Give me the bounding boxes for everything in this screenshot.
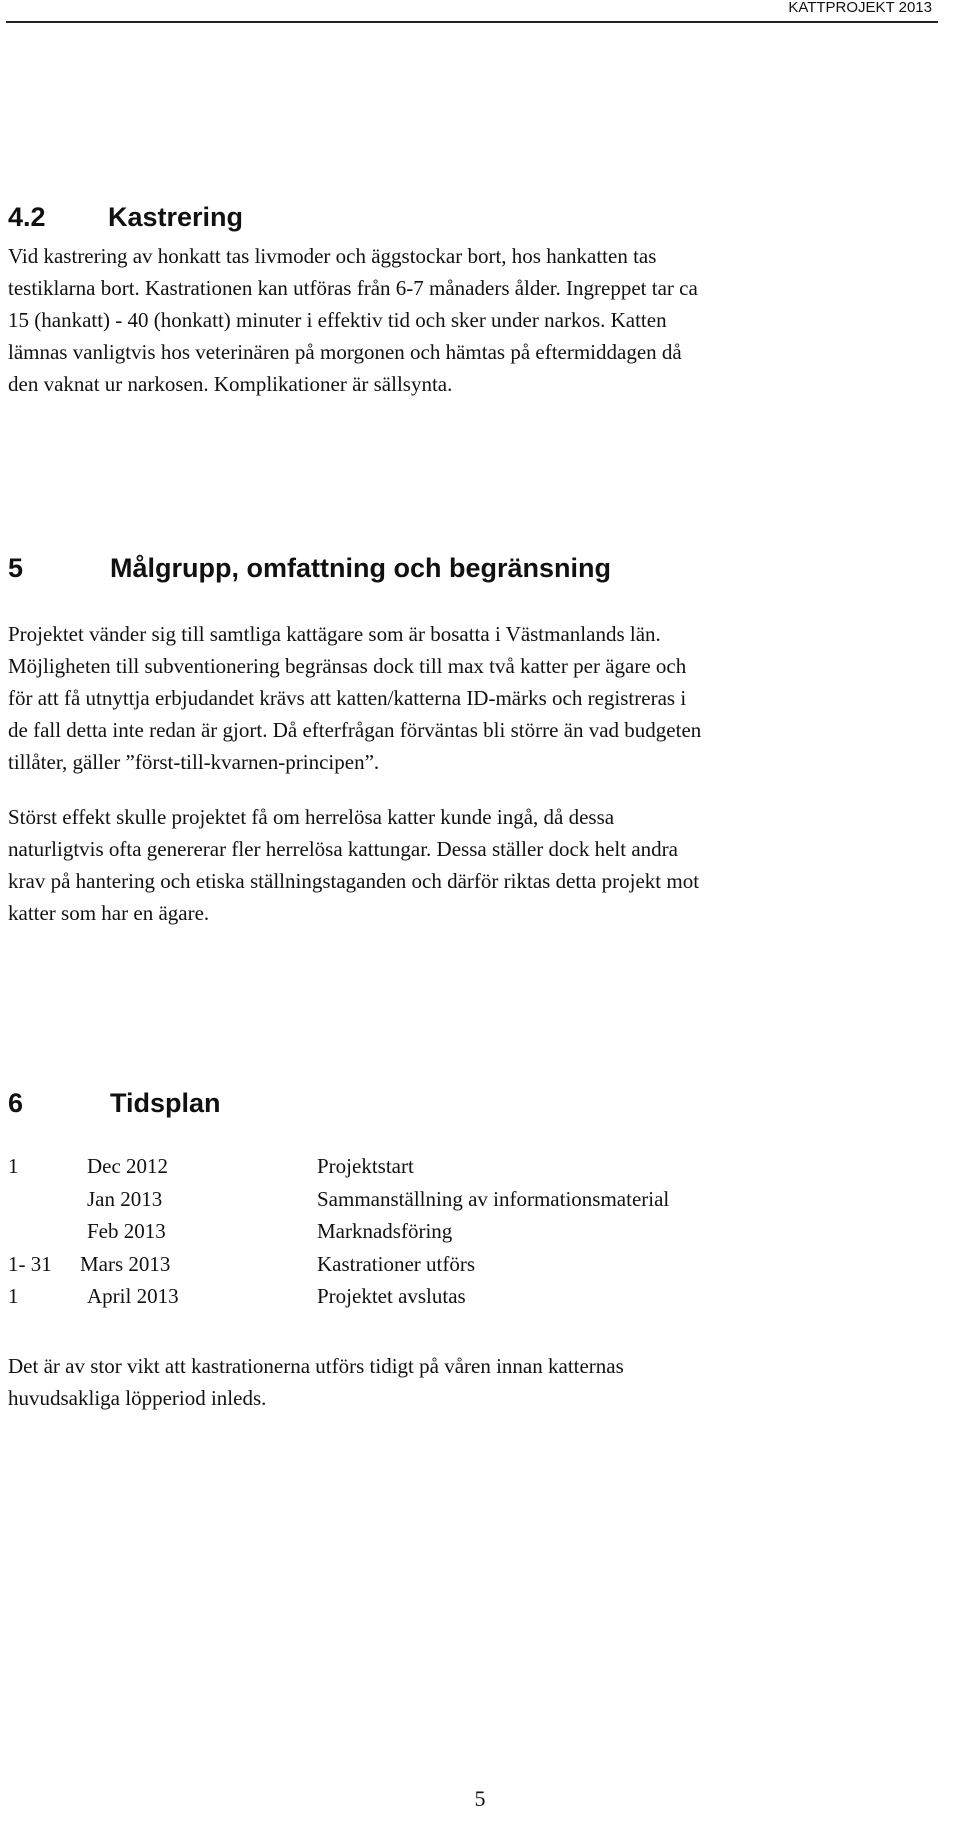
paragraph-tidsplan-note [8,1350,948,1414]
text-line: 15 (hankatt) - 40 (honkatt) minuter i effektiv tid och sker under narkos. Katten [8,308,667,332]
text-line: huvudsakliga löpperiod inleds. [8,1386,267,1410]
paragraph-malgrupp-2 [8,801,948,929]
schedule-day: 1 [8,1284,19,1308]
text-line: Projektet vänder sig till samtliga kattägare som är bosatta i Västmanlands län. [8,622,661,646]
schedule-row [8,1183,908,1216]
schedule-day: 1 [8,1154,19,1178]
schedule-date: Feb 2013 [87,1219,166,1243]
schedule-table [8,1150,908,1313]
schedule-activity: Projektstart [317,1154,414,1178]
text-line: katter som har en ägare. [8,901,210,925]
text-line: Vid kastrering av honkatt tas livmoder och äggstockar bort, hos hankatten tas [8,244,657,268]
text-line: lämnas vanligtvis hos veterinären på morgonen och hämtas på eftermiddagen då [8,340,682,364]
schedule-activity: Marknadsföring [317,1219,453,1243]
text-line: krav på hantering och etiska ställningstaganden och därför riktas detta projekt mot [8,869,700,893]
schedule-date: Mars 2013 [80,1251,171,1276]
heading-number: 6 [8,1088,24,1118]
schedule-day: 1- 31 [8,1251,52,1276]
running-header: KATTPROJEKT 2013 [788,0,932,16]
paragraph-kastrering [8,240,948,400]
text-line: Det är av stor vikt att kastrationerna utförs tidigt på våren innan katternas [8,1354,624,1378]
header-rule [6,21,938,23]
heading-malgrupp [8,552,611,584]
heading-title: Tidsplan [110,1088,221,1118]
schedule-activity: Kastrationer utförs [317,1251,476,1276]
heading-number: 4.2 [8,202,46,232]
schedule-date: Jan 2013 [87,1186,163,1211]
schedule-row [8,1215,908,1248]
text-line: naturligtvis ofta genererar fler herrelösa kattungar. Dessa ställer dock helt andra [8,837,678,861]
heading-tidsplan [8,1087,221,1119]
schedule-activity: Sammanställning av informationsmaterial [317,1186,670,1211]
schedule-activity: Projektet avslutas [317,1284,466,1308]
text-line: Möjligheten till subventionering begränsas dock till max två katter per ägare och [8,654,687,678]
heading-number: 5 [8,553,24,583]
schedule-row [8,1150,908,1183]
text-line: den vaknat ur narkosen. Komplikationer är sällsynta. [8,372,453,396]
text-line: för att få utnyttja erbjudandet krävs att katten/katterna ID-märks och registreras i [8,686,687,710]
heading-title: Målgrupp, omfattning och begränsning [110,553,611,583]
text-line: testiklarna bort. Kastrationen kan utföras från 6-7 månaders ålder. Ingreppet tar ca [8,276,698,300]
schedule-row [8,1280,908,1313]
schedule-row [8,1248,908,1281]
page-number: 5 [474,1786,486,1811]
text-line: Störst effekt skulle projektet få om herrelösa katter kunde ingå, då dessa [8,805,615,829]
paragraph-malgrupp-1 [8,618,948,778]
text-line: de fall detta inte redan är gjort. Då efterfrågan förväntas bli större än vad budgeten [8,718,702,742]
heading-title: Kastrering [108,202,244,232]
schedule-date: April 2013 [87,1284,179,1308]
schedule-date: Dec 2012 [87,1154,169,1178]
heading-kastrering [8,201,244,233]
text-line: tillåter, gäller ”först-till-kvarnen-principen”. [8,750,380,774]
